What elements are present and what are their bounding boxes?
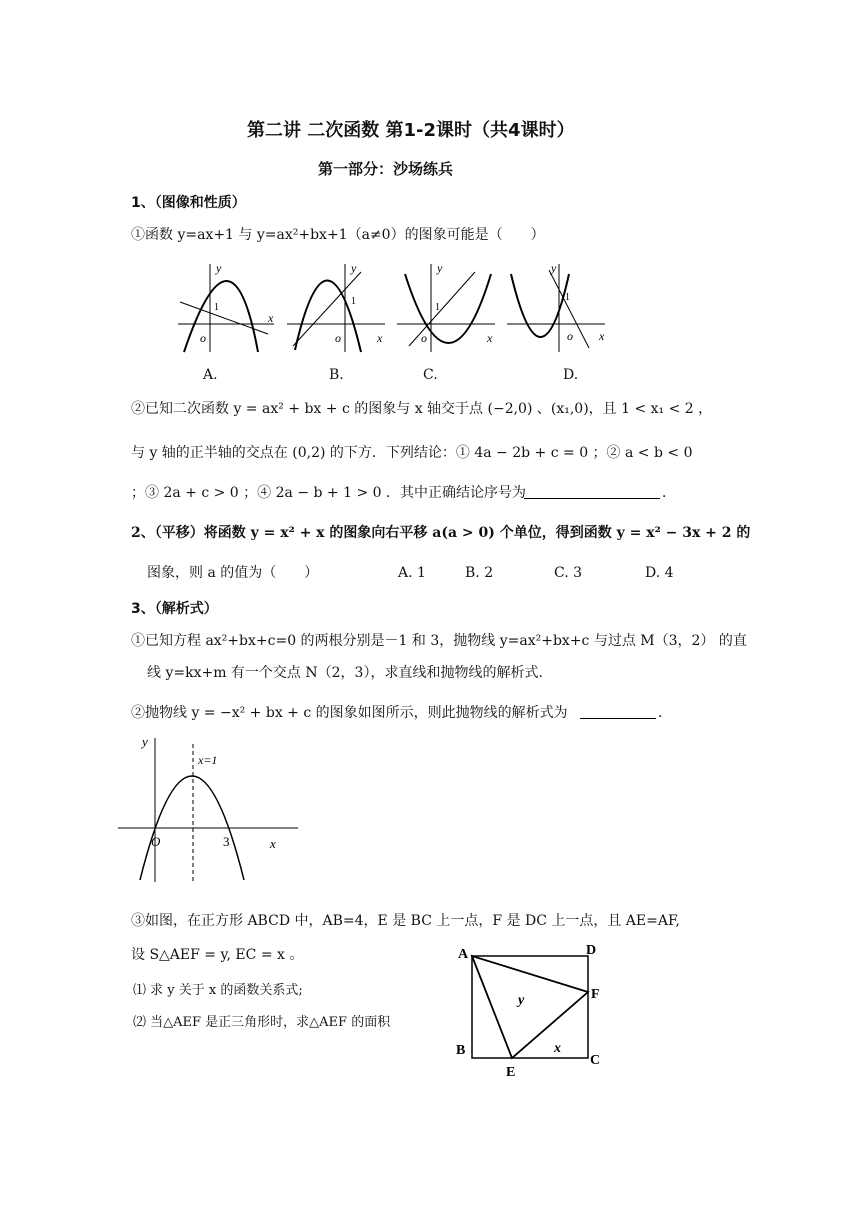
question-1-2-line1: ②已知二次函数 y = ax² + bx + c 的图象与 x 轴交于点 (−2,0) 、(x₁,0)，且 1 < x₁ < 2 ，: [131, 401, 713, 417]
graph-d-origin-label: o: [567, 329, 573, 343]
question-1-1: ①函数 y=ax+1 与 y=ax²+bx+1（a≠0）的图象可能是（ ）: [131, 227, 545, 243]
option-a: A.: [203, 367, 218, 383]
page-title: 第二讲 二次函数 第1-2课时（共4课时）: [247, 120, 575, 141]
s2-option-c: C. 3: [554, 565, 583, 581]
area-y-label: y: [518, 993, 525, 1008]
graph-b-x-label: x: [377, 331, 383, 345]
option-b: B.: [329, 367, 344, 383]
part-heading: 第一部分：沙场练兵: [318, 160, 454, 178]
graph-d-y-label: y: [551, 261, 557, 275]
parabola-tick-three: 3: [223, 834, 230, 849]
s2-option-a: A. 1: [398, 565, 426, 581]
graph-a-origin-label: o: [200, 331, 206, 345]
section-2-line2: 图象，则 a 的值为（ ）: [147, 565, 319, 581]
graph-c-origin-label: o: [421, 331, 427, 345]
parabola-y-label: y: [142, 734, 148, 749]
parabola-graph: [112, 730, 302, 890]
graph-a-x-label: x: [268, 311, 274, 325]
question-3-3-part2: ⑵ 当△AEF 是正三角形时，求△AEF 的面积: [133, 1015, 391, 1030]
graph-a-y-label: y: [216, 261, 222, 275]
graph-b-one-label: 1: [351, 296, 356, 307]
answer-blank-1[interactable]: [524, 498, 660, 499]
graph-c-x-label: x: [487, 331, 493, 345]
question-1-2-line2: 与 y 轴的正半轴的交点在 (0,2) 的下方．下列结论：① 4a − 2b + c = 0 ；② a < b < 0: [131, 445, 693, 461]
question-3-3-line1: ③如图，在正方形 ABCD 中，AB=4，E 是 BC 上一点，F 是 DC 上一点，且 AE=AF,: [131, 913, 680, 929]
question-1-2-end: ．: [662, 485, 676, 501]
graph-a: [178, 261, 274, 352]
graph-d: [507, 261, 605, 352]
option-d: D.: [563, 367, 579, 383]
s2-option-d: D. 4: [645, 565, 674, 581]
vertex-e-label: E: [506, 1065, 516, 1080]
section-3-heading: 3、（解析式）: [131, 601, 218, 617]
s2-option-b: B. 2: [465, 565, 494, 581]
graph-d-one-label: 1: [565, 292, 570, 303]
graph-c: [397, 261, 495, 352]
axis-of-symmetry-label: x=1: [198, 753, 218, 767]
graph-c-one-label: 1: [435, 302, 440, 313]
length-x-label: x: [554, 1041, 561, 1056]
question-3-1-line1: ①已知方程 ax²+bx+c=0 的两根分别是－1 和 3，抛物线 y=ax²+bx+c 与过点 M（3，2） 的直: [131, 633, 747, 649]
question-3-2: ②抛物线 y = −x² + bx + c 的图象如图所示，则此抛物线的解析式为: [131, 705, 568, 721]
parabola-x-label: x: [270, 836, 276, 851]
vertex-a-label: A: [458, 947, 469, 962]
question-3-3-part1: ⑴ 求 y 关于 x 的函数关系式;: [133, 983, 303, 998]
graph-b-y-label: y: [351, 261, 357, 275]
question-1-2-line3: ；③ 2a + c > 0 ；④ 2a − b + 1 > 0 ．其中正确结论序号为: [131, 485, 526, 501]
option-graphs: [170, 260, 620, 360]
option-c: C.: [423, 367, 438, 383]
graph-b-origin-label: o: [335, 331, 341, 345]
vertex-f-label: F: [591, 987, 600, 1002]
graph-c-y-label: y: [437, 261, 443, 275]
section-2-heading: 2、（平移）将函数 y = x² + x 的图象向右平移 a(a > 0) 个单位，得到函数 y = x² − 3x + 2 的: [131, 525, 751, 541]
graph-b: [287, 261, 385, 352]
section-1-heading: 1、（图像和性质）: [131, 195, 246, 211]
answer-blank-2[interactable]: [580, 718, 656, 719]
vertex-b-label: B: [456, 1043, 466, 1058]
graph-d-x-label: x: [599, 329, 605, 343]
question-3-2-end: ．: [658, 705, 672, 721]
question-3-3-line2: 设 S△AEF = y, EC = x 。: [131, 947, 304, 963]
graph-a-one-label: 1: [214, 302, 219, 313]
vertex-d-label: D: [586, 943, 597, 958]
parabola-origin-label: O: [151, 834, 161, 849]
question-3-1-line2: 线 y=kx+m 有一个交点 N（2，3），求直线和抛物线的解析式.: [147, 665, 543, 681]
vertex-c-label: C: [590, 1053, 601, 1068]
square-figure: [450, 936, 620, 1084]
